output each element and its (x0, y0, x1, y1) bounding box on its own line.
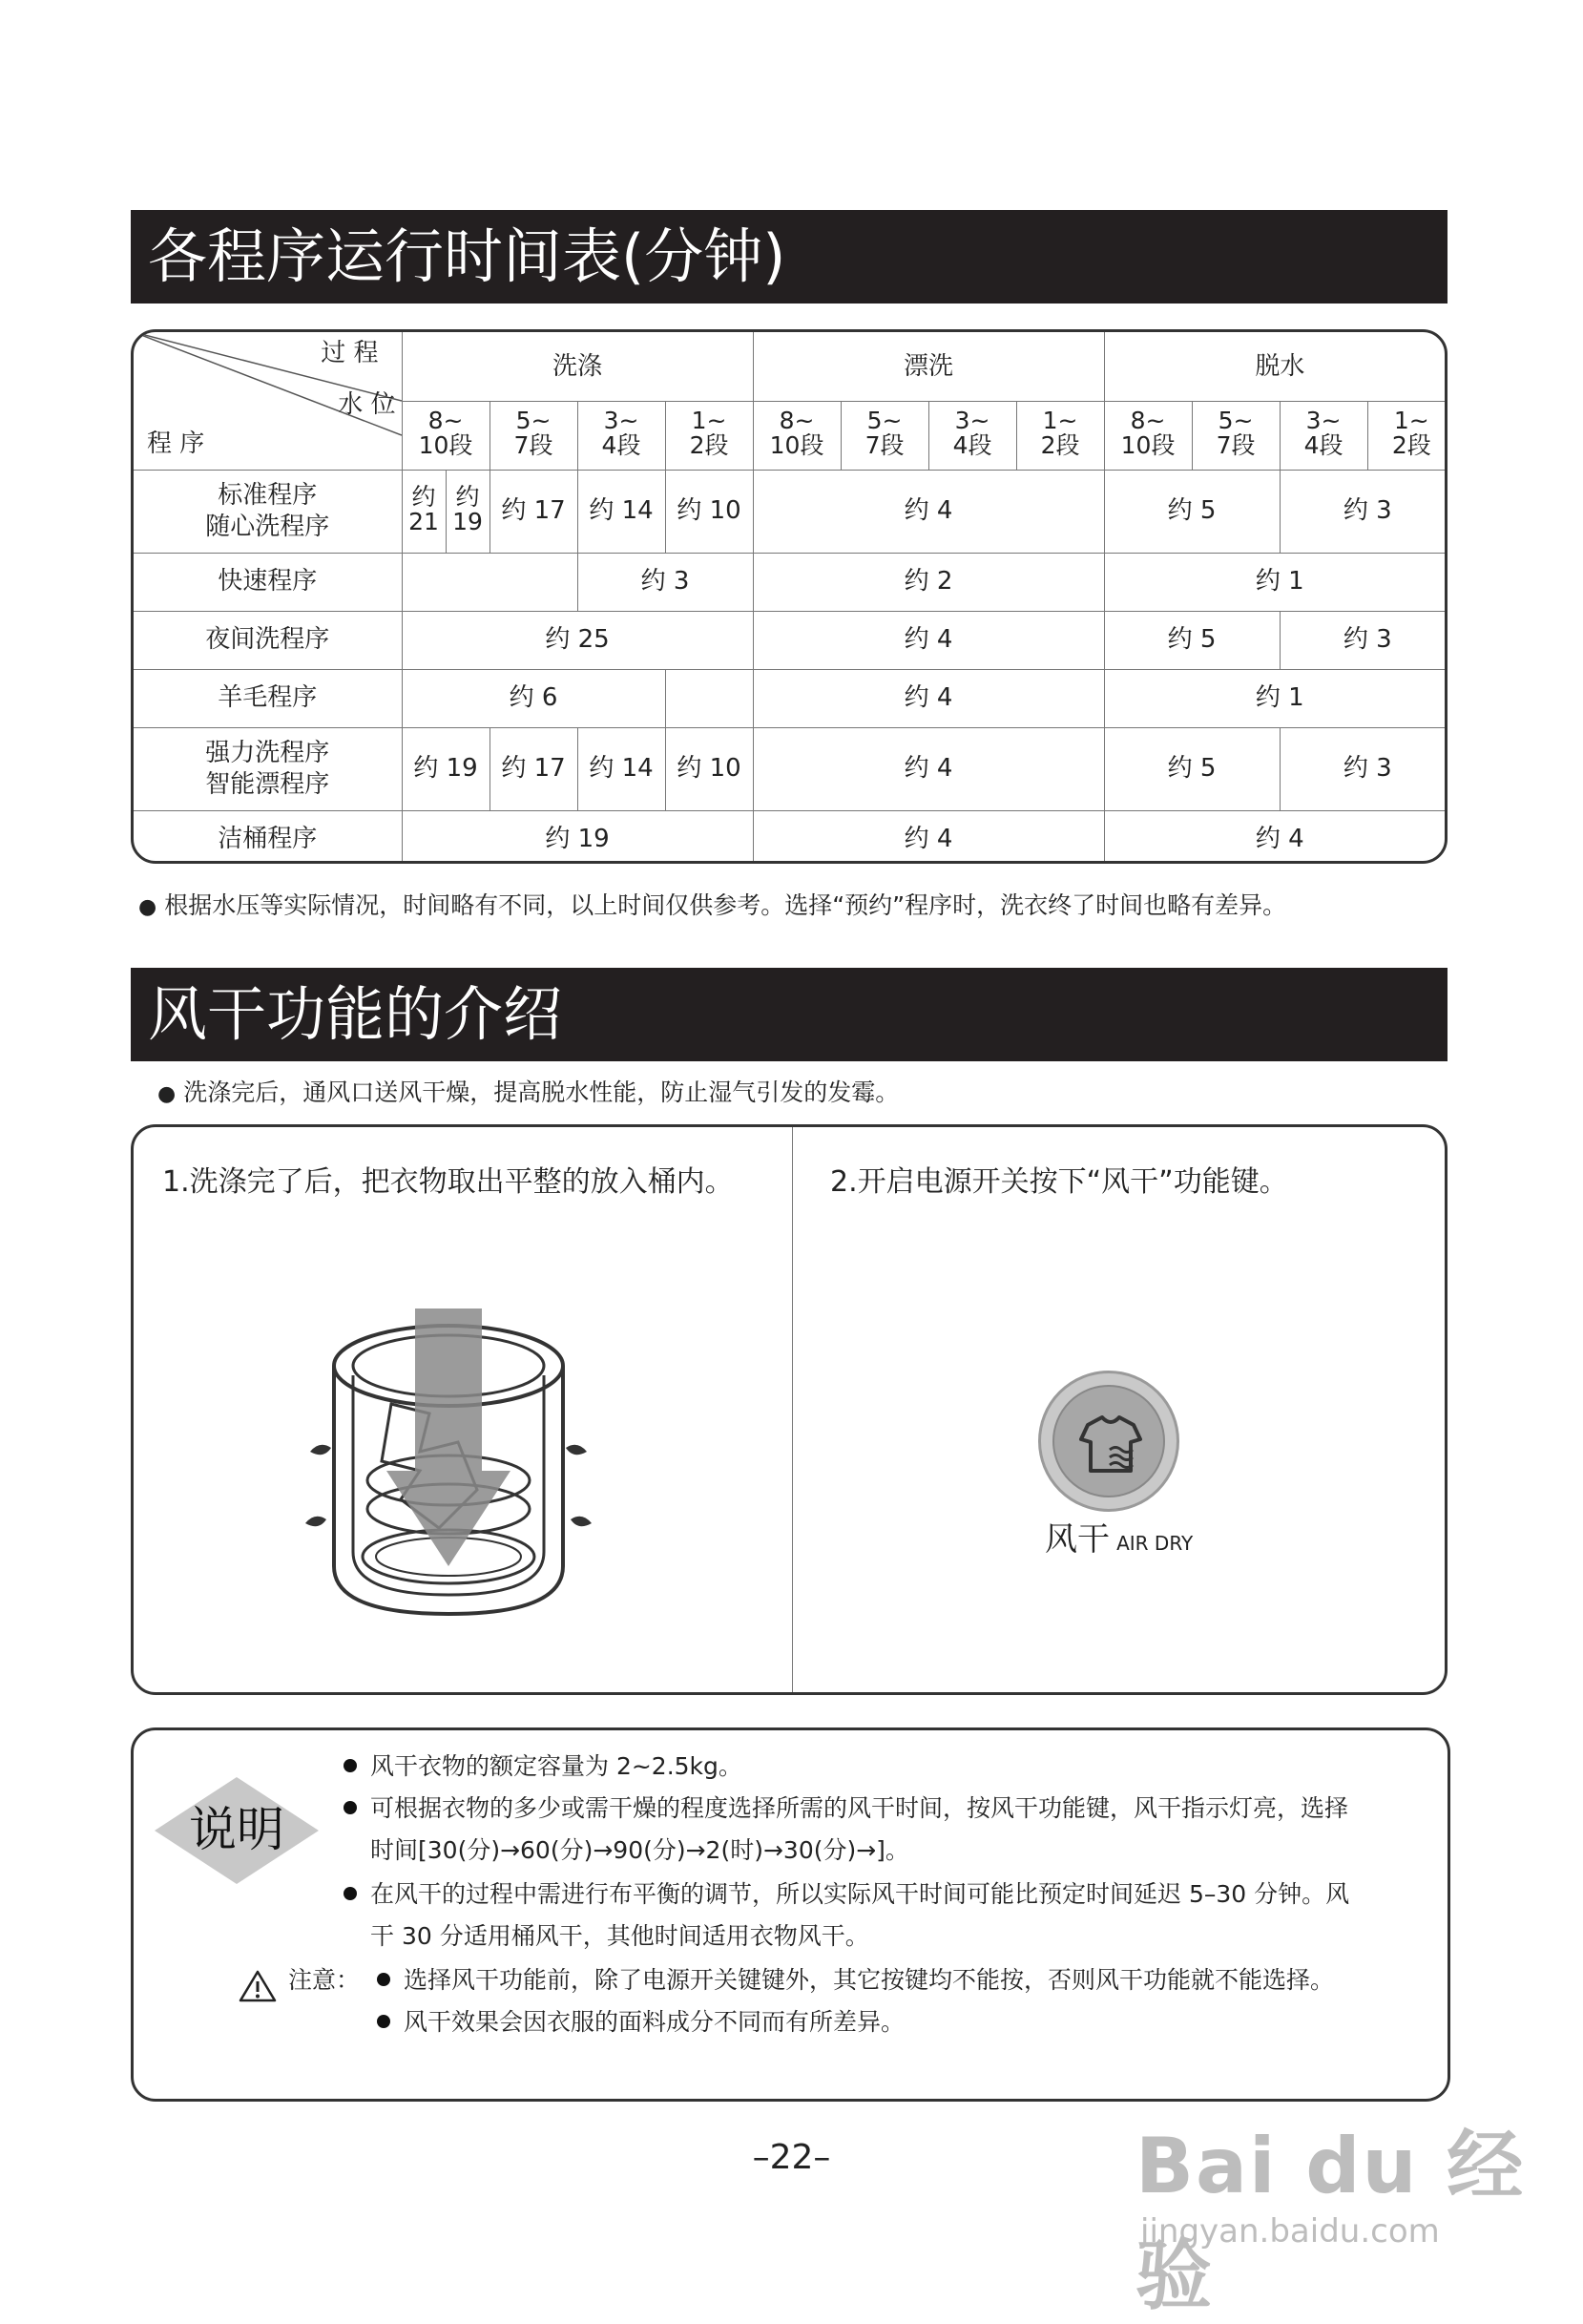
table-cell: 约 3 (1280, 727, 1448, 810)
program-name: 洁桶程序 (134, 810, 402, 864)
table-cell-empty (665, 669, 753, 727)
table-cell: 约 5 (1104, 470, 1280, 553)
air-dry-label-cn: 风干 (1045, 1520, 1110, 1559)
table-cell: 约 17 (489, 470, 577, 553)
table-corner-header (134, 332, 402, 470)
table-cell: 约 14 (577, 470, 665, 553)
table-cell: 约 5 (1104, 727, 1280, 810)
air-dry-button[interactable] (1038, 1371, 1179, 1512)
table-cell: 约 4 (753, 470, 1104, 553)
air-dry-button-label (1045, 1513, 1193, 1560)
bullet-icon (344, 1759, 357, 1772)
table-row (134, 553, 1448, 611)
table-cell: 约 2 (753, 553, 1104, 611)
table-cell: 约 19 (402, 810, 753, 864)
table-cell: 约 17 (489, 727, 577, 810)
explanation-badge (151, 1773, 323, 1888)
program-name: 羊毛程序 (134, 669, 402, 727)
level-header: 3~ 4段 (577, 401, 665, 470)
table-cell: 约 4 (753, 611, 1104, 669)
warning-icon (239, 1969, 277, 2003)
table-row (134, 669, 1448, 727)
group-header-spin: 脱水 (1104, 332, 1448, 401)
table-cell: 约 1 (1104, 669, 1448, 727)
table-cell: 约 21 (402, 470, 446, 553)
watermark-brand: Bai du 经验 (1135, 2122, 1526, 2320)
watermark-url: jingyan.baidu.com (1140, 2212, 1440, 2251)
corner-label-program: 程 序 (147, 429, 205, 458)
air-dry-intro: ● 洗涤完后，通风口送风干燥，提高脱水性能，防止湿气引发的发霉。 (157, 1078, 900, 1106)
section-title-schedule: 各程序运行时间表(分钟) (131, 210, 1448, 304)
table-cell: 约 10 (665, 727, 753, 810)
level-header: 1~ 2段 (1367, 401, 1448, 470)
table-cell: 约 6 (402, 669, 665, 727)
program-name: 强力洗程序 智能漂程序 (134, 727, 402, 810)
corner-label-process: 过 程 (321, 339, 379, 367)
program-name: 标准程序 随心洗程序 (134, 470, 402, 553)
explanation-box (131, 1727, 1450, 2102)
corner-label-water: 水 位 (338, 390, 396, 419)
table-cell: 约 3 (577, 553, 753, 611)
table-cell: 约 25 (402, 611, 753, 669)
table-cell-empty (402, 553, 577, 611)
program-name: 快速程序 (134, 553, 402, 611)
table-cell: 约 4 (753, 669, 1104, 727)
air-dry-button-face (1052, 1385, 1165, 1497)
washer-tub-illustration (305, 1309, 592, 1633)
bullet-icon (377, 1973, 390, 1986)
level-header: 5~ 7段 (841, 401, 928, 470)
table-cell: 约 1 (1104, 553, 1448, 611)
level-header: 3~ 4段 (928, 401, 1016, 470)
explain-item: 在风干的过程中需进行布平衡的调节，所以实际风干时间可能比预定时间延迟 5–30 分钟。风 (344, 1874, 1349, 1916)
table-cell: 约 3 (1280, 470, 1448, 553)
table-cell: 约 19 (446, 470, 489, 553)
caution-label: 注意： (288, 1966, 361, 1994)
group-header-rinse: 漂洗 (753, 332, 1104, 401)
program-name: 夜间洗程序 (134, 611, 402, 669)
caution-item: 风干效果会因衣服的面料成分不同而有所差异。 (377, 2001, 905, 2043)
air-dry-steps-box (131, 1124, 1448, 1695)
explain-item-continued: 时间[30(分)→60(分)→90(分)→2(时)→30(分)→]。 (370, 1836, 909, 1864)
level-header: 1~ 2段 (665, 401, 753, 470)
level-header: 3~ 4段 (1280, 401, 1367, 470)
explain-item: 风干衣物的额定容量为 2~2.5kg。 (344, 1746, 742, 1788)
step-2-text: 2.开启电源开关按下“风干”功能键。 (830, 1165, 1288, 1199)
table-cell: 约 4 (753, 727, 1104, 810)
level-header: 8~ 10段 (402, 401, 489, 470)
level-header: 8~ 10段 (1104, 401, 1192, 470)
shirt-dry-icon (1054, 1387, 1167, 1499)
level-header: 8~ 10段 (753, 401, 841, 470)
level-header: 1~ 2段 (1016, 401, 1104, 470)
table-footnote: ● 根据水压等实际情况，时间略有不同，以上时间仅供参考。选择“预约”程序时，洗衣终了时间也略有差异。 (138, 891, 1287, 919)
explain-item-continued: 干 30 分适用桶风干，其他时间适用衣物风干。 (370, 1922, 869, 1950)
level-header: 5~ 7段 (1192, 401, 1280, 470)
caution-item: 选择风干功能前，除了电源开关键键外，其它按键均不能按，否则风干功能就不能选择。 (377, 1959, 1334, 2001)
section-title-air-dry: 风干功能的介绍 (131, 968, 1448, 1061)
explanation-badge-text: 说明 (189, 1802, 284, 1857)
table-cell: 约 3 (1280, 611, 1448, 669)
schedule-table (131, 329, 1448, 864)
bullet-icon: ● (138, 895, 157, 919)
bullet-icon (344, 1801, 357, 1814)
step-1-text: 1.洗涤完了后，把衣物取出平整的放入桶内。 (162, 1165, 734, 1199)
group-header-wash: 洗涤 (402, 332, 753, 401)
table-row (134, 611, 1448, 669)
level-header: 5~ 7段 (489, 401, 577, 470)
table-cell: 约 14 (577, 727, 665, 810)
table-cell: 约 4 (753, 810, 1104, 864)
table-cell: 约 10 (665, 470, 753, 553)
bullet-icon (377, 2015, 390, 2028)
bullet-icon (344, 1887, 357, 1900)
bullet-icon: ● (157, 1082, 177, 1106)
table-row (134, 810, 1448, 864)
table-cell: 约 19 (402, 727, 489, 810)
step-divider (792, 1127, 793, 1692)
table-cell: 约 4 (1104, 810, 1448, 864)
table-row (134, 470, 1448, 553)
table-cell: 约 5 (1104, 611, 1280, 669)
page-number: –22– (752, 2138, 831, 2177)
air-dry-label-en: AIR DRY (1116, 1532, 1194, 1555)
table-row (134, 727, 1448, 810)
explain-item: 可根据衣物的多少或需干燥的程度选择所需的风干时间，按风干功能键，风干指示灯亮，选择 (344, 1788, 1348, 1830)
